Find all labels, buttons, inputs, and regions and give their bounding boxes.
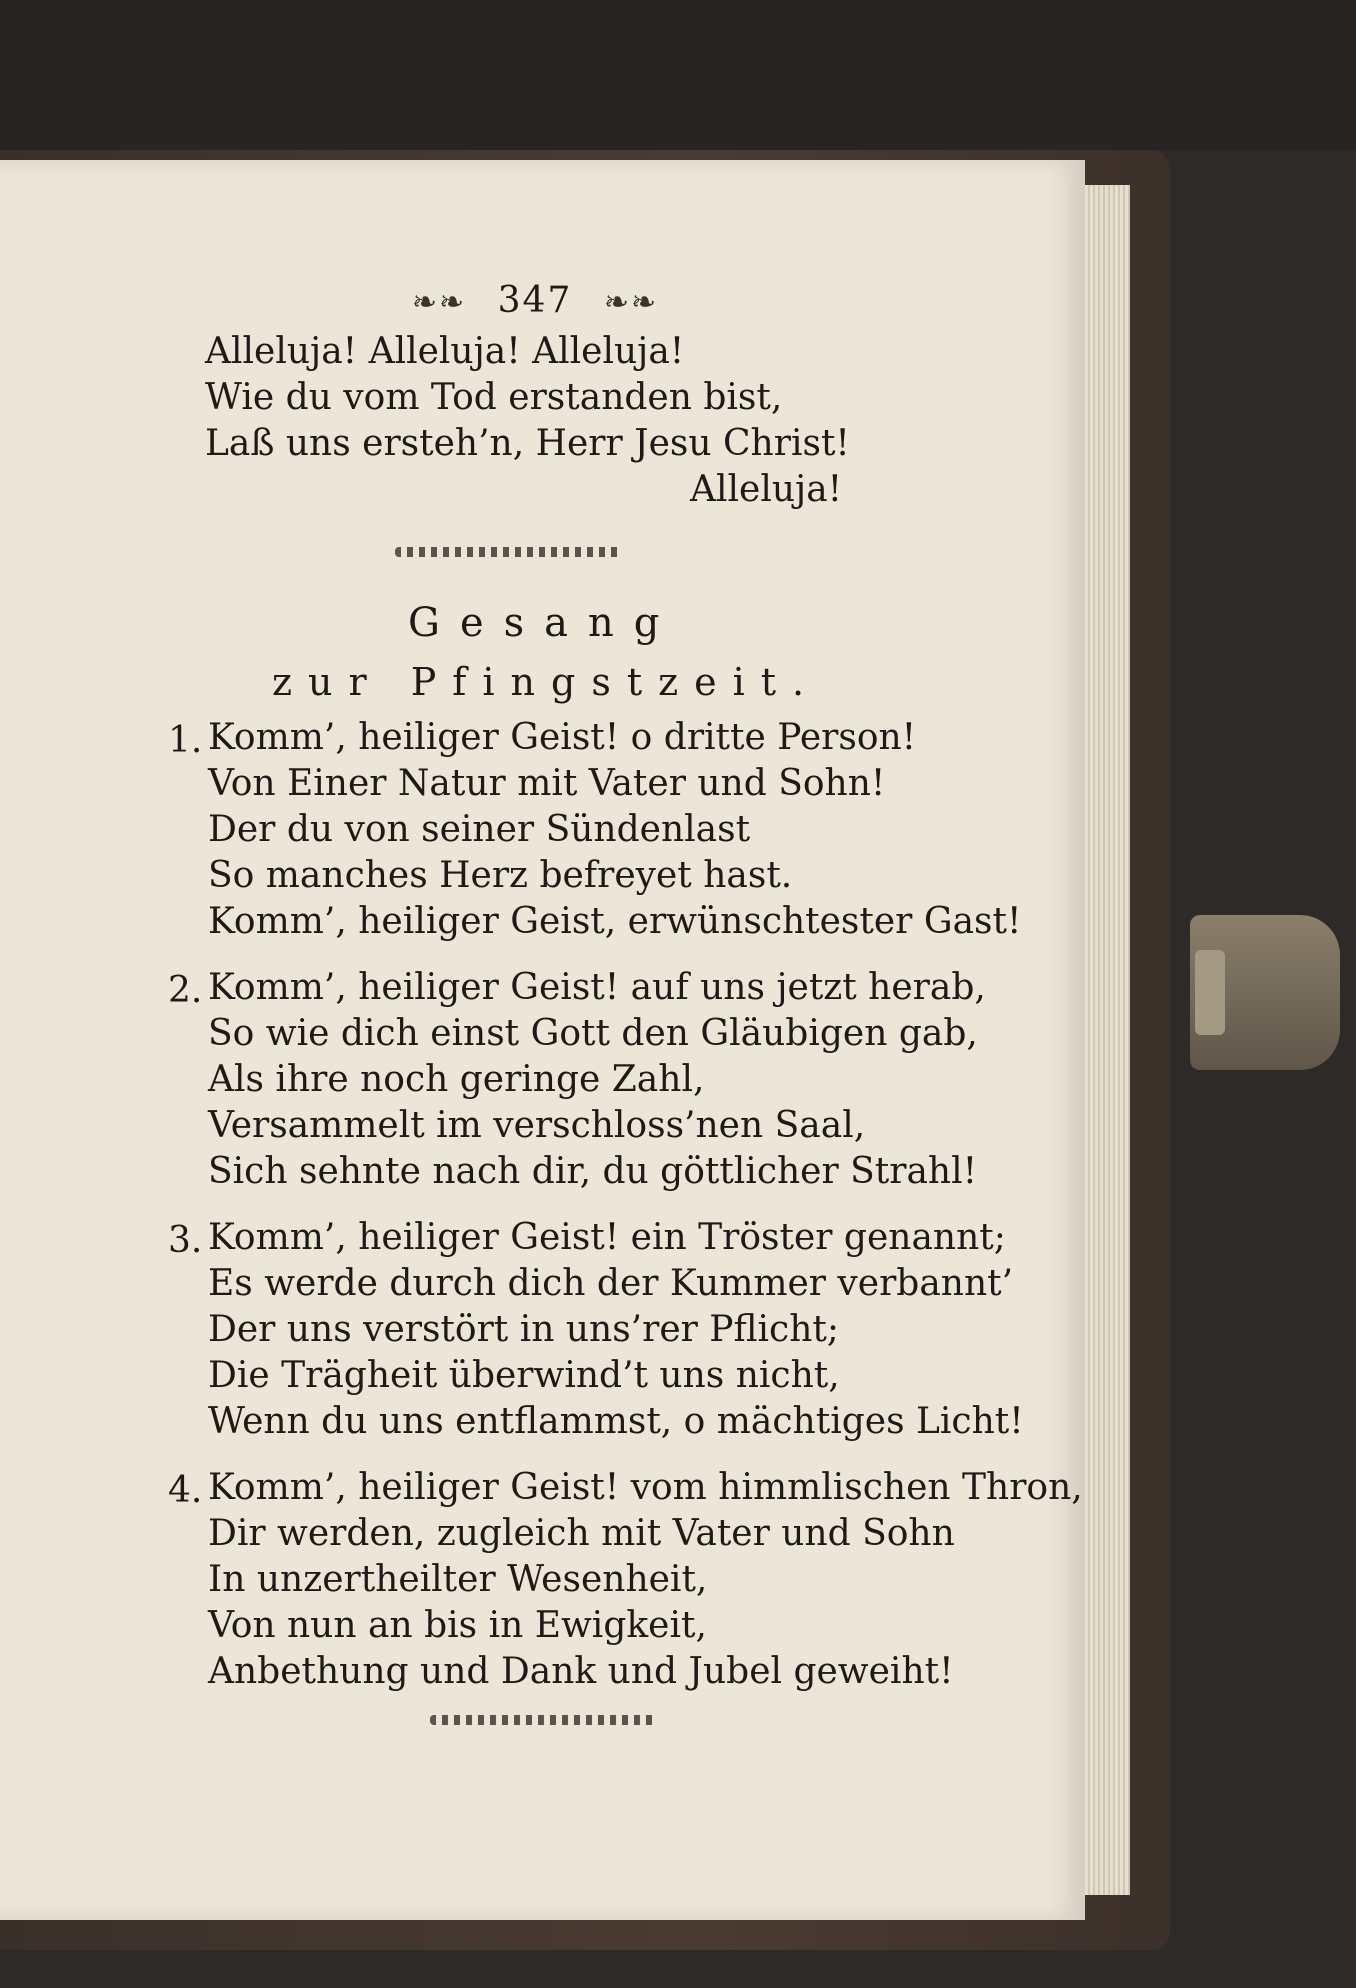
- clasp-hinge: [1195, 950, 1225, 1035]
- stanza-number: 2.: [168, 970, 203, 1011]
- intro-line: Alleluja! Alleluja! Alleluja!: [205, 331, 685, 372]
- stanza-line: Von Einer Natur mit Vater und Sohn!: [208, 763, 886, 804]
- stanza-line: Die Trägheit überwind’t uns nicht,: [208, 1355, 840, 1396]
- stanza-line: Der uns verstört in uns’rer Pflicht;: [208, 1309, 839, 1350]
- divider-ornament: [395, 547, 620, 557]
- stanza-line: Als ihre noch geringe Zahl,: [208, 1059, 705, 1100]
- intro-line: Alleluja!: [690, 469, 843, 510]
- book-page: [0, 160, 1085, 1920]
- stanza-line: Von nun an bis in Ewigkeit,: [208, 1605, 707, 1646]
- stanza-line: Der du von seiner Sündenlast: [208, 809, 751, 850]
- stanza-line: Sich sehnte nach dir, du göttlicher Strahl!: [208, 1151, 978, 1192]
- page-header: [400, 280, 670, 321]
- stanza-line: Wenn du uns entflammst, o mächtiges Licht!: [208, 1401, 1024, 1442]
- stanza-line: Komm’, heiliger Geist! auf uns jetzt herab,: [208, 967, 986, 1008]
- stanza-line: Komm’, heiliger Geist! ein Tröster genannt;: [208, 1217, 1006, 1258]
- stanza-number: 1.: [168, 720, 203, 761]
- ornament-left: ❧❧: [411, 285, 467, 320]
- stanza-number: 3.: [168, 1220, 203, 1261]
- page-number: 347: [497, 280, 573, 321]
- stanza-line: Komm’, heiliger Geist, erwünschtester Gast!: [208, 901, 1022, 942]
- stanza-number: 4.: [168, 1470, 203, 1511]
- end-ornament: [430, 1715, 655, 1725]
- stanza-line: So wie dich einst Gott den Gläubigen gab,: [208, 1013, 978, 1054]
- intro-line: Laß uns ersteh’n, Herr Jesu Christ!: [205, 423, 850, 464]
- page-content: [0, 160, 1085, 1920]
- stanza-line: Dir werden, zugleich mit Vater und Sohn: [208, 1513, 955, 1554]
- ornament-right: ❧❧: [603, 285, 659, 320]
- title-main: Gesang: [408, 600, 680, 646]
- stanza-line: Es werde durch dich der Kummer verbannt’: [208, 1263, 1014, 1304]
- stanza-line: So manches Herz befreyet hast.: [208, 855, 793, 896]
- stanza-line: Anbethung und Dank und Jubel geweiht!: [208, 1651, 954, 1692]
- stanza-line: Komm’, heiliger Geist! vom himmlischen Thron,: [208, 1467, 1083, 1508]
- stanza-line: Versammelt im verschloss’nen Saal,: [208, 1105, 866, 1146]
- background-top: [0, 0, 1356, 150]
- intro-line: Wie du vom Tod erstanden bist,: [205, 377, 783, 418]
- stanza-line: Komm’, heiliger Geist! o dritte Person!: [208, 717, 917, 758]
- title-sub: zur Pfingstzeit.: [272, 660, 821, 704]
- stanza-line: In unzertheilter Wesenheit,: [208, 1559, 708, 1600]
